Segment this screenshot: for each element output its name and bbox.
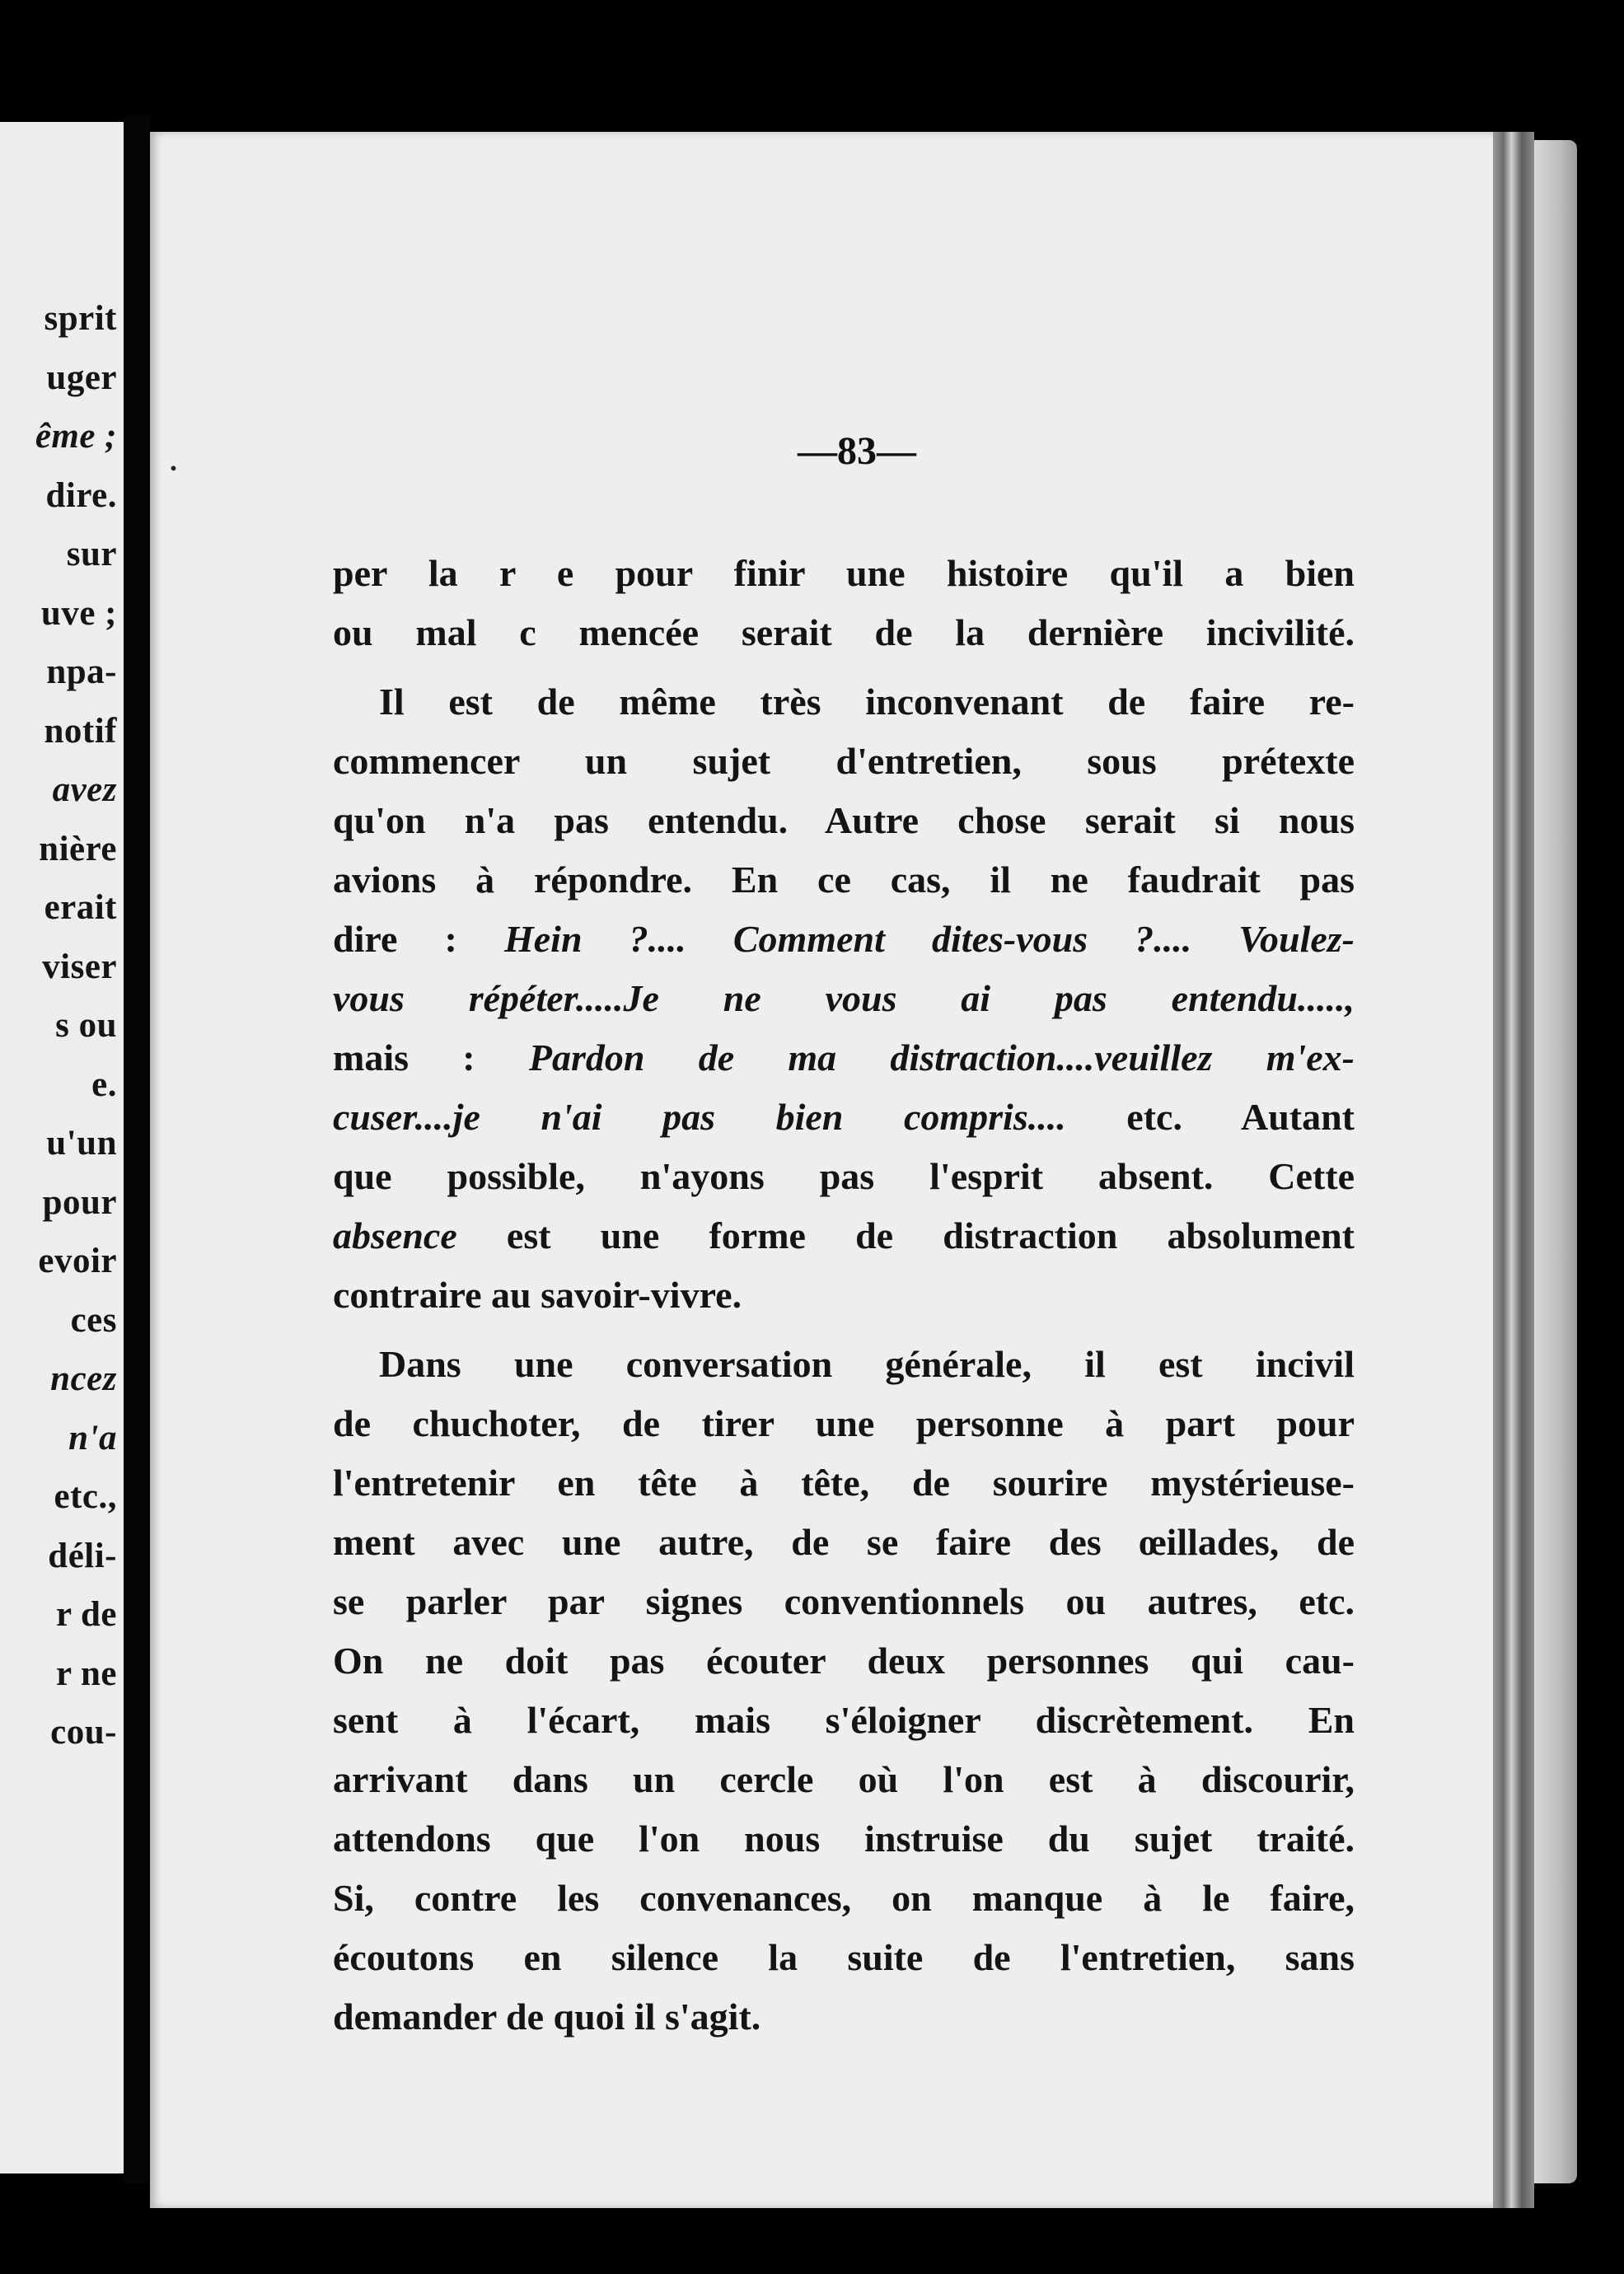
text-line: se parler par signes conventionnels ou autres, etc. [333, 1580, 1355, 1622]
book-page [150, 132, 1518, 2208]
page-edge-shadow [1493, 132, 1534, 2208]
left-page-fragment: viser [42, 947, 117, 986]
left-page-fragment: notif [44, 711, 117, 751]
left-page-fragment: evoir [38, 1242, 117, 1280]
text-line: contraire au savoir-vivre. [333, 1274, 742, 1316]
left-page-fragment: etc., [54, 1477, 117, 1516]
text-run: etc. Autant [1065, 1096, 1355, 1138]
left-page-fragment: nière [39, 829, 117, 868]
text-line: l'entretenir en tête à tête, de sourire mystérieuse- [333, 1462, 1355, 1504]
text-run: est une forme de distraction absolument [456, 1214, 1355, 1256]
left-page-fragment: déli- [48, 1536, 117, 1575]
left-page-fragment: uger [46, 358, 117, 397]
text-line: avions à répondre. En ce cas, il ne faudrait pas [333, 859, 1355, 901]
left-page-fragment: cou- [50, 1713, 117, 1752]
text-line [333, 910, 1355, 969]
paragraph-3 [333, 1335, 1355, 2047]
left-page-fragment: avez [52, 770, 117, 809]
text-line: attendons que l'on nous instruise du sujet traité. [333, 1818, 1355, 1860]
left-page-fragment: ême ; [35, 417, 117, 456]
left-page-fragment: sur [66, 535, 117, 573]
text-line [333, 1206, 1355, 1266]
text-line: sent à l'écart, mais s'éloigner discrètement. En [333, 1699, 1355, 1741]
italic-run: Hein ?.... Comment dites-vous ?.... Voulez- [503, 918, 1355, 960]
text-line [333, 1088, 1355, 1147]
text-line: Il est de même très inconvenant de faire re- [379, 681, 1355, 723]
text-line: arrivant dans un cercle où l'on est à discourir, [333, 1758, 1355, 1800]
text-run: mais : [333, 1036, 529, 1079]
text-line: commencer un sujet d'entretien, sous prétexte [333, 740, 1355, 782]
page-number: —83— [798, 429, 916, 473]
book-gutter [124, 115, 150, 2183]
left-page-fragment: pour [42, 1182, 117, 1222]
left-page-fragment: sprit [44, 299, 117, 338]
text-line: Dans une conversation générale, il est incivil [379, 1343, 1355, 1385]
left-page-fragment: u'un [46, 1124, 117, 1163]
stray-mark: . [170, 444, 177, 477]
previous-page-strip [0, 122, 124, 2173]
left-page-fragment: e. [91, 1064, 117, 1104]
left-page-fragment: npa- [46, 653, 117, 691]
text-run: dire : [333, 918, 504, 960]
text-line: de chuchoter, de tirer une personne à part pour [333, 1402, 1355, 1444]
paragraph-2 [333, 672, 1355, 1325]
italic-run: cuser....je n'ai pas bien compris.... [333, 1096, 1066, 1138]
left-page-fragment: ces [70, 1300, 117, 1340]
text-line: ment avec une autre, de se faire des œillades, de [333, 1521, 1355, 1563]
left-page-fragment: r ne [55, 1654, 117, 1693]
page-text [333, 544, 1355, 2047]
left-page-fragment: ncez [50, 1359, 117, 1398]
text-line: demander de quoi il s'agit. [333, 1996, 761, 2038]
text-line: Si, contre les convenances, on manque à le faire, [333, 1877, 1355, 1919]
page-stack-edge [1534, 140, 1577, 2183]
left-page-fragment: uve ; [40, 593, 117, 633]
left-page-fragment: erait [44, 888, 117, 927]
italic-run: absence [333, 1214, 457, 1256]
left-page-fragment: s ou [55, 1006, 117, 1045]
left-page-fragment: n'a [68, 1418, 117, 1458]
text-line: On ne doit pas écouter deux personnes qui cau- [333, 1640, 1355, 1682]
italic-run: Pardon de ma distraction....veuillez m'ex- [528, 1036, 1355, 1079]
text-line: vous répéter.....Je ne vous ai pas entendu....., [333, 977, 1355, 1019]
text-line: que possible, n'ayons pas l'esprit absent. Cette [333, 1155, 1355, 1197]
left-page-fragment: r de [55, 1595, 117, 1634]
text-line [333, 1028, 1355, 1088]
left-page-fragment: dire. [45, 475, 117, 515]
text-line: ou mal c mencée serait de la dernière incivilité. [333, 611, 1355, 653]
text-line: per la r e pour finir une histoire qu'il a bien [333, 552, 1355, 594]
text-line: écoutons en silence la suite de l'entretien, sans [333, 1936, 1355, 1978]
paragraph-1 [333, 544, 1355, 662]
text-line: qu'on n'a pas entendu. Autre chose serait si nous [333, 799, 1355, 841]
